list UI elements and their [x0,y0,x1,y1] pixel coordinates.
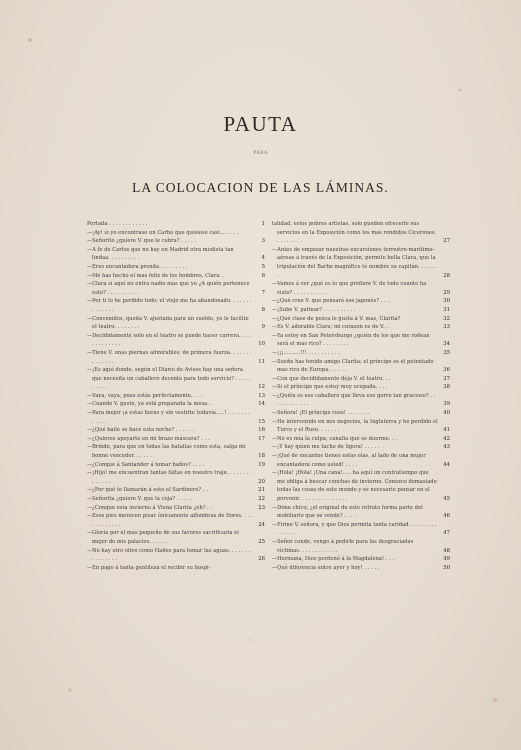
index-entry [87,332,265,349]
entry-caption: —No es mía la culpa; canalla que se duerme. . . [272,435,398,442]
entry-caption: —Por ti lo he perdido todo; el viejo me ha abandonado. . . . . . . . . . . . . . [87,298,252,313]
index-entry [272,469,450,503]
entry-caption: —¡Hola! ¡Hola! ¡Una cana!..... ha aquí un contratiempo que me obliga á buscar conchas de invierno. Conozco demasiado todas las cosas de este mundo y es necesario pensar en el porvenir. . . . . . . . . . . . . . . [272,470,437,502]
entry-page-number: 40 [443,410,450,417]
index-entry [87,435,265,444]
index-entry [87,272,265,281]
entry-caption: —Señora! ¡El príncipe ruso! . . . . . . . [272,410,370,417]
index-entry [272,452,450,469]
entry-page-number: 23 [258,504,265,511]
entry-caption: —Dime chico; ¿el original de este retrato forma parte del mobiliario que se vende? . . . . [272,504,423,520]
entry-page-number: 6 [261,272,265,279]
entry-page-number: 18 [258,453,265,460]
entry-page-number: 31 [443,306,450,313]
entry-caption: —¡¡¡..........!!! . . . . . . . . . . [272,349,340,356]
entry-page-number: 21 [258,487,265,494]
index-column-left [87,220,265,572]
entry-caption: —¿Qué cree V. que pensará ese japonés? . . . [272,298,390,305]
index-entry [87,512,265,529]
entry-caption: —Clara si aquí no entra nadie mas que yo ¿A quién pertenece esto? . . . . . . . . . . [87,281,250,296]
entry-caption: —Tiene V. unas piernas admirables; de primera fuerza. . . . . . . . . . . . . . [87,349,252,365]
index-entry [87,529,265,546]
index-entry [87,220,265,229]
entry-page-number: 14 [258,401,265,408]
index-entry [272,409,450,418]
index-entry [87,461,265,470]
entry-page-number: 17 [258,435,265,442]
entry-caption: —¿Qué baile se hace esta noche? . . . . . . [87,427,195,434]
entry-page-number: 5 [261,263,265,270]
entry-page-number: 37 [443,375,450,382]
index-entry [87,349,265,366]
entry-page-number: 1 [261,221,265,227]
entry-page-number: 38 [443,384,450,391]
entry-page-number: 25 [258,538,265,545]
index-entry [87,504,265,513]
entry-page-number: 11 [258,358,265,365]
entry-caption: —Convenidos, queda V. ajustada para un sueldo, yo le facilito el teatro. . . . . . . . [87,315,249,331]
index-entry [87,400,265,409]
entry-caption: —Señorito ¿quiere V. que le cubra? . . . . . [87,238,197,245]
entry-page-number: 27 [443,238,450,245]
index-entry [272,392,450,409]
entry-caption: —¡Y hay quien me tache de ligera! . . . . . [272,444,380,451]
entry-page-number: 50 [443,564,450,571]
entry-caption: —Para mejor ¡a estas horas y sin vestirte todavía.....! . . . . . . . . . . . . [87,410,250,425]
entry-page-number: 42 [443,435,450,442]
entry-page-number: 8 [261,306,265,313]
index-entry [87,486,265,495]
entry-page-number: 35 [443,349,450,356]
index-entry [272,504,450,521]
entry-page-number: 20 [258,478,265,485]
index-entry [87,547,265,564]
entry-page-number: 36 [443,367,450,374]
index-entry [272,443,450,452]
entry-page-number: 24 [258,521,265,528]
entry-page-number: 26 [258,556,265,563]
entry-caption: —¡Es aquí donde, según el Diario de Avisos hay una señora que necesita un caballero decente para todo servicio? . . . . . . . . . . [87,367,251,391]
entry-page-number: 15 [258,418,265,425]
entry-page-number: 22 [258,496,265,502]
entry-caption: —¡Hijo! me encuentran tantas faltas en nuestro traje. . . . . . . . . . . . . . [87,470,252,485]
index-entry [272,538,450,555]
entry-caption: —Gloria por el mas pequeño de sus favores sacrificaria el mejor de mis palacios. . . . . . [87,530,239,545]
index-entry [272,315,450,324]
page-title: PAUTA [223,112,298,136]
index-entry [87,315,265,332]
entry-page-number: 47 [443,530,450,537]
index-entry [87,564,265,573]
index-entry [87,229,265,238]
entry-page-number: 10 [258,341,265,348]
index-entry [272,383,450,392]
index-entry [272,564,450,573]
index-entry [87,392,265,401]
index-entry [87,495,265,504]
entry-page-number: 13 [258,392,265,399]
entry-page-number: 3 [261,238,265,245]
index-entry [272,246,450,280]
entry-page-number: 43 [443,444,450,451]
entry-caption: —No hay otro olivo como Hades para tomar las aguas. . . . . . . . . . . . . . . [87,547,251,563]
entry-caption: —Es V. adorable Clara; mi corazon es de V.. . [272,324,390,331]
index-entry [272,297,450,306]
index-entry [272,375,450,384]
index-entry [87,263,265,272]
entry-caption: —¡Ay! si yo encontrase un Carbo que quisiese casi..... . . . [87,229,239,236]
index-entry [272,349,450,358]
entry-page-number: 9 [261,324,265,331]
entry-page-number: 7 [261,289,265,296]
entry-caption: —Vamos á ver ¿qué es lo que prefiere V. de todo cuanto ha visto? . . . . . . . . . . [272,281,427,296]
page-subtitle: LA COLOCACION DE LAS LÁMINAS. [132,180,389,195]
entry-page-number: 32 [443,315,450,322]
entry-caption: —Qué diferencia entre ayer y hoy! . . . . . [272,564,380,571]
index-entry [272,555,450,564]
entry-caption: —¿Quién es ese caballero que lleva ese gorro tan gracioso? . . . . . . . . . . . . [272,392,436,408]
index-entry [272,521,450,538]
index-entry [87,426,265,435]
entry-page-number: 19 [258,461,265,468]
index-entry [87,443,265,460]
entry-page-number: 28 [443,272,450,279]
entry-caption: —Señorita ¿quiere V. que la coja? . . . . . [87,496,192,502]
entry-caption: —¿Por qué te llamarán á esto el Sardinero? . . [87,487,208,494]
entry-caption: —¿Quieres apoyarte en mi brazo máscara? . . . [87,435,210,442]
entry-page-number: 41 [443,427,450,434]
entry-caption: —¡Qué de encantos tienes estas olas, al lado de una mujer encantadora como usted! . . . . [272,453,426,468]
entry-caption: —En pago á tanta gentileza el recibir su hospi- [87,564,211,571]
entry-caption: —Antes de empezar nuestras excursiones terrestre-marítimo-aéreas á través de la Exposición, permite bella Clara, que la tripulación del Barbo magnífico te nombre su capitán. . . . . . . [272,246,437,279]
entry-caption: talidad, estos pobres artistas, solo pueden ofrecerle sus servicios en la Exposición como los mas rendidos Cicerones. . . . . . . . . [272,221,437,245]
entry-page-number: 29 [443,289,450,296]
entry-page-number: 33 [443,324,450,331]
entry-page-number: 44 [443,461,450,468]
index-entry [87,409,265,426]
index-entry [87,237,265,246]
entry-page-number: 46 [443,513,450,520]
entry-caption: —¿Conque á Santander á tomar baños? . . . . [87,461,205,468]
entry-page-number: 48 [443,547,450,554]
index-entry [272,418,450,435]
index-entry [87,469,265,486]
entry-caption: —Hermana, Dios perdonó á la Magdalena! . . . [272,556,395,563]
entry-caption: —Ya estoy en San Petersburgo ¿quién de los que me rodean será el mas rico? . . . . . . . . [272,332,430,348]
entry-caption: —Brinde, para que en todas las batallas como esta, salga mi bonne vencedor. . . . . . [87,444,246,460]
entry-caption: —Sueñe has tenido amigo Clarita; el príncipe es el potentado mas rico de Europa. . . . . . [272,358,434,374]
entry-page-number: 34 [443,341,450,348]
index-entry [272,323,450,332]
entry-page-number: 39 [443,401,450,408]
index-entry [272,358,450,375]
index-column-right [272,220,450,572]
index-entry [272,435,450,444]
entry-caption: —Firme V. señora, y que Dios permita tanta caridad. . . . . . . . . . . . . . . [272,521,437,537]
index-entry [87,280,265,297]
entry-page-number: 45 [443,496,450,502]
index-entry [272,220,450,246]
entry-page-number: 30 [443,298,450,305]
index-entry [87,366,265,392]
entry-caption: —Eres encantadora prenda. . . . . . . . . [87,263,188,270]
entry-caption: —Con que decididamente deja V. el teatro. . . [272,375,391,382]
index-entry [272,306,450,315]
entry-caption: —Cuando V. guste, ya está preparada la mesa. . [87,401,213,408]
entry-caption: —Vaya, vaya, pues estás perfectamente. . . . [87,392,203,399]
title-connector: PARA [253,151,268,156]
entry-caption: —Señor conde, vengo á pedirle para las desgraciadas víctimas. . . . . . . . . . . . [272,538,414,554]
entry-caption: Portada . . . . . . . . . . . . [87,221,148,227]
entry-caption: —A fe de Carlos que no hay en Madrid otra modista tan lindaa. . . . . . . . . . [87,246,234,262]
entry-page-number: 4 [261,255,265,262]
entry-caption: —Esos pies merecen pisar únicamente alfombras de flores. . . . . . . . . . . . . [87,513,253,528]
entry-page-number: 49 [443,556,450,563]
entry-page-number: 12 [258,384,265,391]
entry-caption: —¡Sube V. patinar? . . . . . . . . . . [272,306,356,313]
index-entry [87,297,265,314]
entry-page-number: 16 [258,427,265,434]
index-entry [272,332,450,349]
entry-caption: —Me has hecho el mas feliz de los hombres, Clara. . [87,272,225,279]
entry-caption: —Si el príncipe que estoy muy ocupada. . . . [272,384,388,391]
entry-caption: —Decididamente solo en el teatro se puede hacer carrera. . . . . . . . . . . . . [87,332,251,348]
entry-caption: —¿Qué clase de pesca le gusta á V. mas, Clarita? [272,315,401,322]
entry-caption: —¿Conque esta invierno á Viena Clarita ¿eh? . . [87,504,213,511]
index-entry [87,246,265,263]
index-entry [272,280,450,297]
entry-caption: —He intervenido en mis negocios, la Inglaterra y he perdido el Turco y el Ruso. . . . . . . [272,418,438,434]
